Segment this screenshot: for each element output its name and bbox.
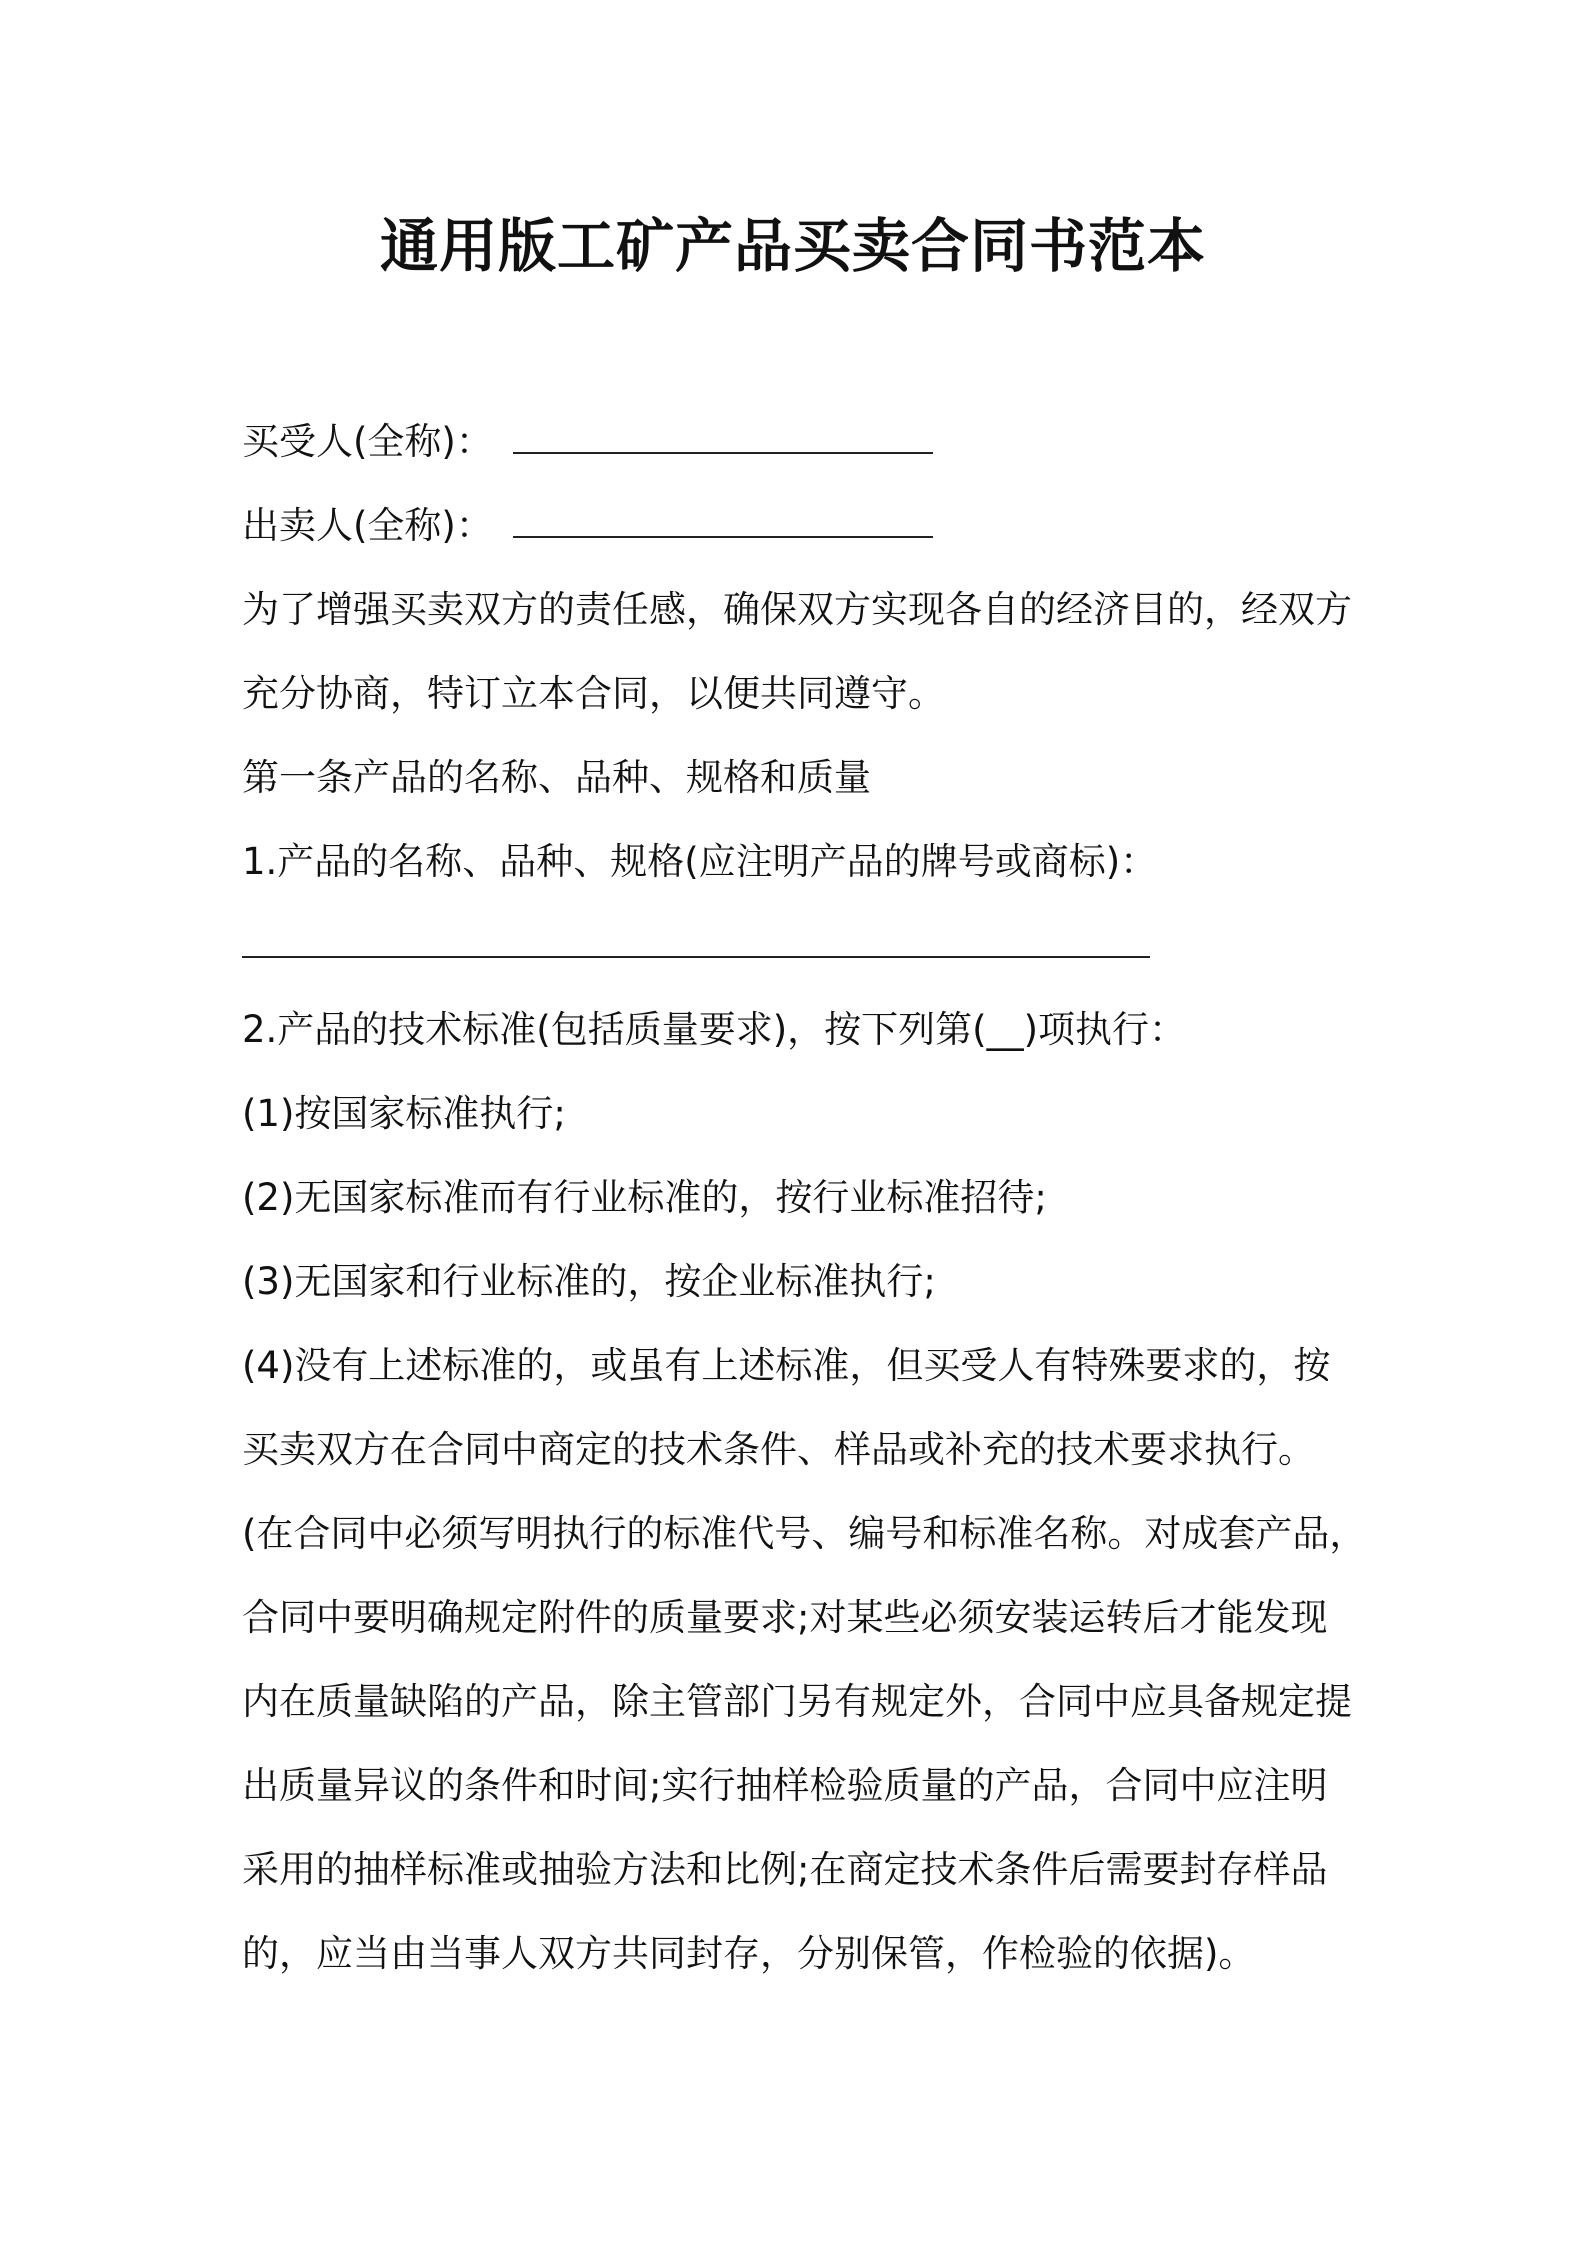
seller-label: 出卖人(全称)： <box>242 504 493 547</box>
seller-field <box>242 484 1372 568</box>
clause-item-1: 1.产品的名称、品种、规格(应注明产品的牌号或商标)： <box>242 840 1158 883</box>
article-heading: 第一条产品的名称、品种、规格和质量 <box>242 756 871 799</box>
note-line: 采用的抽样标准或抽验方法和比例;在商定技术条件后需要封存样品 <box>242 1848 1328 1891</box>
standard-option-4-continued: 买卖双方在合同中商定的技术条件、样品或补充的技术要求执行。 <box>242 1428 1315 1471</box>
document-body <box>242 400 1372 1996</box>
buyer-label: 买受人(全称)： <box>242 420 493 463</box>
standard-option-3: (3)无国家和行业标准的，按企业标准执行; <box>242 1260 936 1303</box>
note-line: 出质量异议的条件和时间;实行抽样检验质量的产品，合同中应注明 <box>242 1764 1328 1807</box>
seller-blank-line <box>513 506 933 538</box>
product-blank-row <box>242 904 1372 988</box>
product-blank-line <box>242 926 1150 958</box>
buyer-field <box>242 400 1372 484</box>
standard-option-1: (1)按国家标准执行; <box>242 1092 566 1135</box>
note-line: 的，应当由当事人双方共同封存，分别保管，作检验的依据)。 <box>242 1932 1256 1975</box>
purpose-paragraph-line: 为了增强买卖双方的责任感，确保双方实现各自的经济目的，经双方 <box>242 588 1352 631</box>
purpose-paragraph-line: 充分协商，特订立本合同，以便共同遵守。 <box>242 672 945 715</box>
buyer-blank-line <box>513 422 933 454</box>
document-title: 通用版工矿产品买卖合同书范本 <box>379 212 1206 280</box>
note-line: 内在质量缺陷的产品，除主管部门另有规定外，合同中应具备规定提 <box>242 1680 1352 1723</box>
standard-option-4: (4)没有上述标准的，或虽有上述标准，但买受人有特殊要求的，按 <box>242 1344 1331 1387</box>
standard-option-2: (2)无国家标准而有行业标准的，按行业标准招待; <box>242 1176 1047 1219</box>
clause-item-2: 2.产品的技术标准(包括质量要求)，按下列第(__)项执行： <box>242 1008 1187 1051</box>
note-line: 合同中要明确规定附件的质量要求;对某些必须安装运转后才能发现 <box>242 1596 1328 1639</box>
note-line: (在合同中必须写明执行的标准代号、编号和标准名称。对成套产品， <box>242 1512 1367 1555</box>
